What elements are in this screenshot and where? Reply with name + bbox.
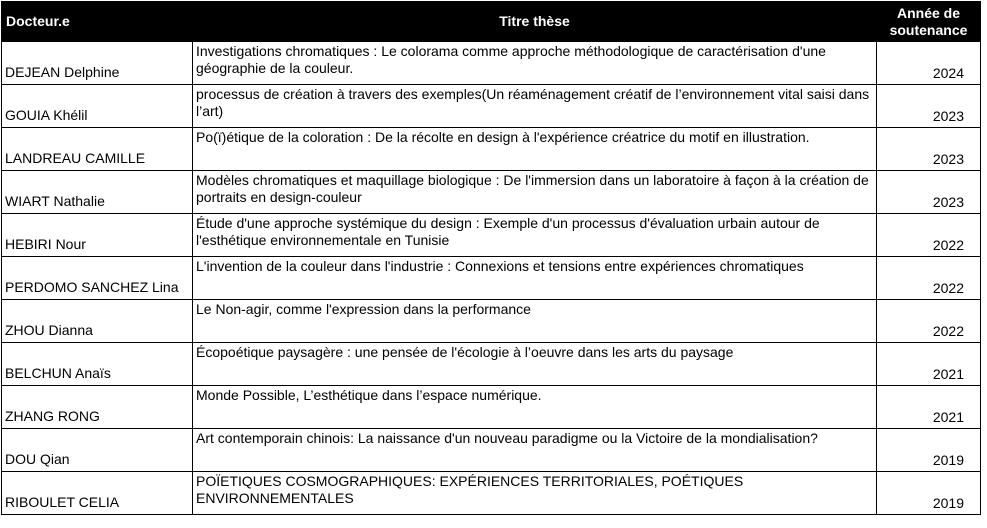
cell-docteur: GOUIA Khélil <box>2 85 193 128</box>
table-row <box>2 386 981 429</box>
cell-docteur: RIBOULET CELIA <box>2 472 193 515</box>
table-row <box>2 257 981 300</box>
cell-annee: 2021 <box>877 343 981 386</box>
cell-titre: Le Non-agir, comme l'expression dans la performance <box>193 300 877 343</box>
cell-titre: Étude d'une approche systémique du design : Exemple d'un processus d'évaluation urbain autour de l'esthétique environnementale en Tunisie <box>193 214 877 257</box>
table-row <box>2 214 981 257</box>
cell-annee: 2022 <box>877 300 981 343</box>
cell-titre: Monde Possible, L’esthétique dans l’espace numérique. <box>193 386 877 429</box>
cell-annee: 2024 <box>877 42 981 85</box>
cell-annee: 2022 <box>877 214 981 257</box>
cell-annee: 2023 <box>877 171 981 214</box>
cell-docteur: ZHOU Dianna <box>2 300 193 343</box>
table-row <box>2 85 981 128</box>
cell-annee: 2022 <box>877 257 981 300</box>
cell-docteur: DOU Qian <box>2 429 193 472</box>
table-row <box>2 472 981 515</box>
cell-titre: L'invention de la couleur dans l'industrie : Connexions et tensions entre expériences chromatiques <box>193 257 877 300</box>
cell-docteur: BELCHUN Anaïs <box>2 343 193 386</box>
cell-titre: Investigations chromatiques : Le colorama comme approche méthodologique de caractérisation d'une géographie de la couleur. <box>193 42 877 85</box>
table-header-row <box>2 2 981 42</box>
cell-annee: 2019 <box>877 429 981 472</box>
cell-titre: Écopoétique paysagère : une pensée de l'écologie à l’oeuvre dans les arts du paysage <box>193 343 877 386</box>
header-titre-these: Titre thèse <box>193 2 877 42</box>
cell-docteur: HEBIRI Nour <box>2 214 193 257</box>
table-row <box>2 128 981 171</box>
table-row <box>2 300 981 343</box>
cell-annee: 2021 <box>877 386 981 429</box>
table-row <box>2 171 981 214</box>
cell-docteur: LANDREAU CAMILLE <box>2 128 193 171</box>
cell-annee: 2023 <box>877 128 981 171</box>
cell-docteur: WIART Nathalie <box>2 171 193 214</box>
cell-titre: Art contemporain chinois: La naissance d'un nouveau paradigme ou la Victoire de la mondialisation? <box>193 429 877 472</box>
cell-docteur: PERDOMO SANCHEZ Lina <box>2 257 193 300</box>
cell-titre: POÏETIQUES COSMOGRAPHIQUES: EXPÉRIENCES TERRITORIALES, POÉTIQUES ENVIRONNEMENTALES <box>193 472 877 515</box>
table-row <box>2 42 981 85</box>
cell-docteur: DEJEAN Delphine <box>2 42 193 85</box>
cell-annee: 2023 <box>877 85 981 128</box>
table-row <box>2 343 981 386</box>
header-annee-line2: soutenance <box>889 21 968 38</box>
header-annee-line1: Année de <box>896 4 960 21</box>
cell-titre: Po(ï)étique de la coloration : De la récolte en design à l'expérience créatrice du motif en illustration. <box>193 128 877 171</box>
cell-annee: 2019 <box>877 472 981 515</box>
table-row <box>2 429 981 472</box>
cell-titre: processus de création à travers des exemples(Un réaménagement créatif de l’environnement vital saisi dans l’art) <box>193 85 877 128</box>
header-docteur: Docteur.e <box>2 2 193 42</box>
header-annee-soutenance <box>877 2 981 42</box>
cell-docteur: ZHANG RONG <box>2 386 193 429</box>
cell-titre: Modèles chromatiques et maquillage biologique : De l'immersion dans un laboratoire à façon à la création de portraits en design-couleur <box>193 171 877 214</box>
theses-table <box>1 1 981 515</box>
